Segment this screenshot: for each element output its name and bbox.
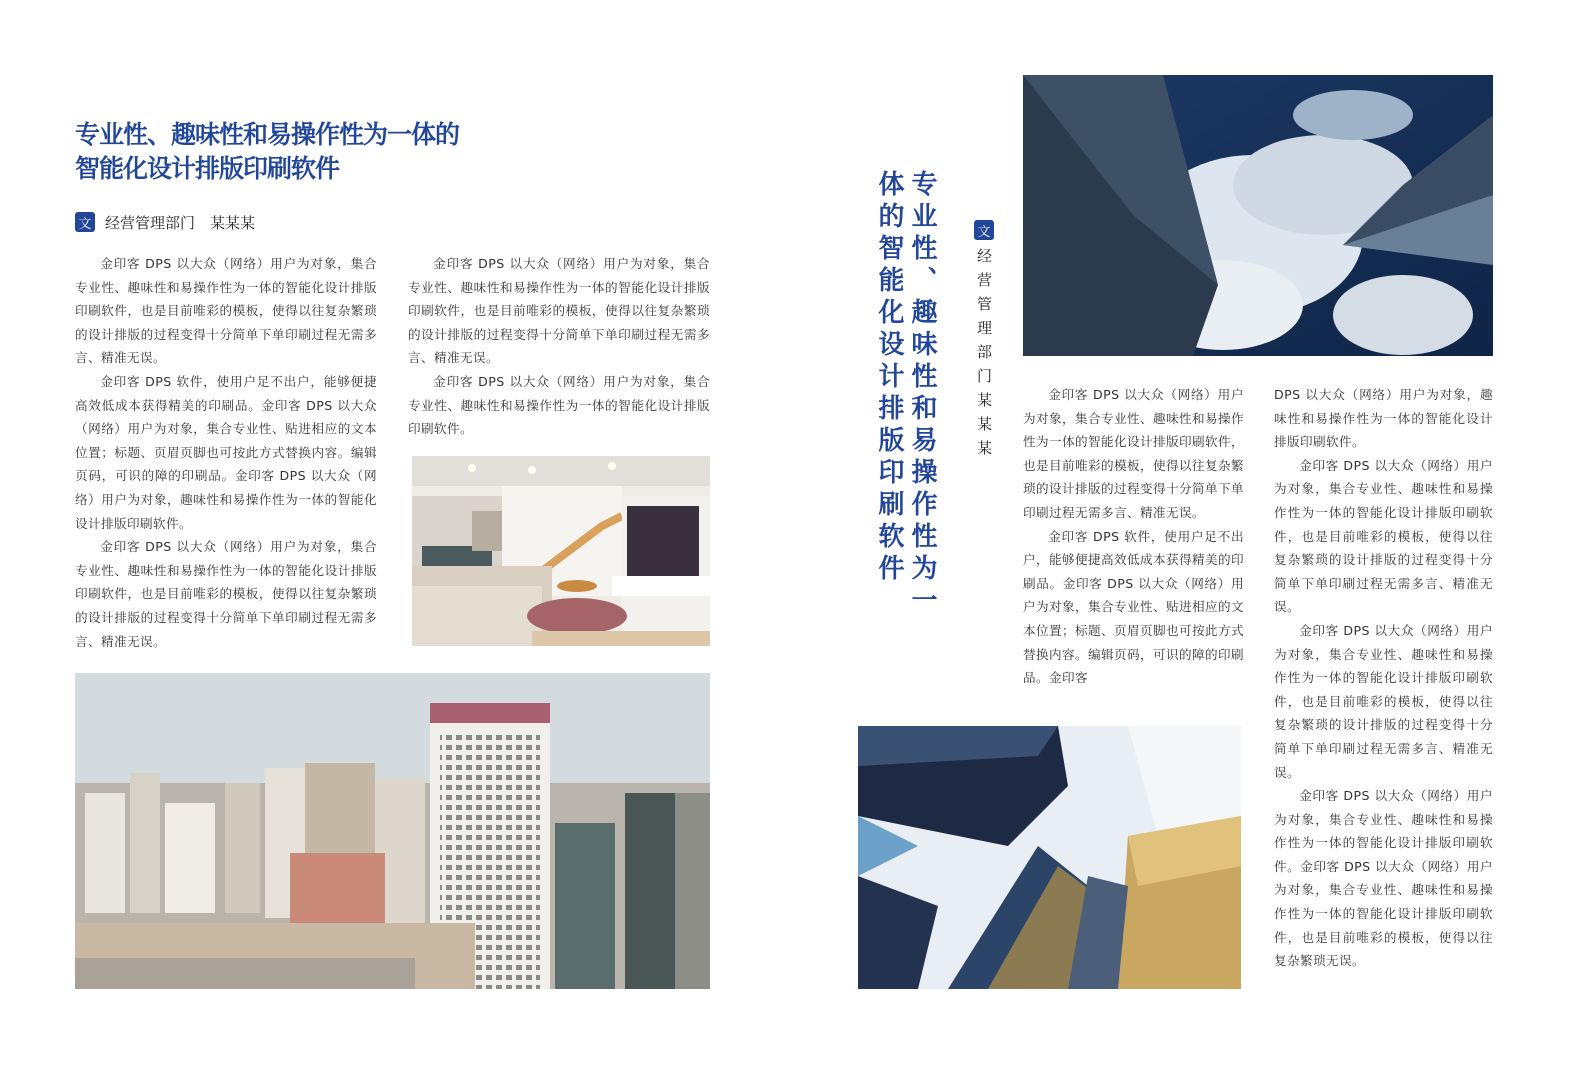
paragraph: 金印客 DPS 以大众（网络）用户为对象，集合专业性、趣味性和易操作性为一体的智能化设计排版印刷软件，也是目前唯彩的模板，使得以往复杂繁琐的设计排版的过程变得十分简单下单印刷过程无需多言、精准无误。 (75, 539, 377, 649)
author-name: 经营管理部门 某某某 (105, 213, 256, 232)
paragraph: 金印客 DPS 以大众（网络）用户为对象，集合专业性、趣味性和易操作性为一体的智能化设计排版印刷软件，也是目前唯彩的模板，使得以往复杂繁琐的设计排版的过程变得十分简单下单印刷过程无需多言、精准无误。 (75, 256, 377, 366)
left-author-line (75, 210, 255, 234)
title-line-2: 智能化设计排版印刷软件 (75, 154, 340, 183)
article-icon: 文 (974, 220, 994, 240)
right-column-1 (1023, 383, 1244, 690)
living-room-photo (412, 456, 710, 646)
paragraph: 金印客 DPS 以大众（网络）用户为对象，集合专业性、趣味性和易操作性为一体的智能化设计排版印刷软件，也是目前唯彩的模板，使得以往复杂繁琐的设计排版的过程变得十分简单下单印刷过程无需多言、精准无误。 (1274, 457, 1493, 615)
paragraph: DPS 以大众（网络）用户为对象，趣味性和易操作性为一体的智能化设计排版印刷软件。 (1274, 387, 1493, 450)
right-vertical-title: 专业性、趣味性和易操作性为一体的智能化设计排版印刷软件 (874, 170, 937, 618)
paragraph: 金印客 DPS 软件，使用户足不出户，能够便捷高效低成本获得精美的印刷品。金印客 DPS 以大众（网络）用户为对象，集合专业性、贴进相应的文本位置；标题、页眉页脚也可按此方式替换内容。编辑页码，可识的障的印刷品。金印客 (1023, 528, 1244, 686)
skyscraper-clouds-photo (1023, 75, 1493, 356)
title-line-1: 专业性、趣味性和易操作性为一体的 (75, 120, 460, 149)
paragraph: 金印客 DPS 软件，使用户足不出户，能够便捷高效低成本获得精美的印刷品。金印客 DPS 以大众（网络）用户为对象，集合专业性、贴进相应的文本位置；标题、页眉页脚也可按此方式替换内容。编辑页码，可识的障的印刷品。金印客 DPS 以大众（网络）用户为对象，趣味性和易操作性为一体的智能化设计排版印刷软件。 (75, 373, 377, 531)
article-icon: 文 (75, 212, 95, 232)
author-name: 经营管理部门某某某 (975, 248, 993, 464)
paragraph: 金印客 DPS 以大众（网络）用户为对象，集合专业性、趣味性和易操作性为一体的智能化设计排版印刷软件，也是目前唯彩的模板，使得以往复杂繁琐的设计排版的过程变得十分简单下单印刷过程无需多言、精准无误。 (1023, 387, 1244, 520)
right-column-2 (1274, 383, 1493, 973)
city-skyline-photo (75, 673, 710, 989)
left-page-title (75, 118, 545, 186)
paragraph: 金印客 DPS 以大众（网络）用户为对象，集合专业性、趣味性和易操作性为一体的智能化设计排版印刷软件，也是目前唯彩的模板，使得以往复杂繁琐的设计排版的过程变得十分简单下单印刷过程无需多言、精准无误。 (1274, 622, 1493, 780)
left-column-1 (75, 252, 377, 653)
left-column-2 (408, 252, 710, 441)
paragraph: 金印客 DPS 以大众（网络）用户为对象，集合专业性、趣味性和易操作性为一体的智能化设计排版印刷软件，也是目前唯彩的模板，使得以往复杂繁琐的设计排版的过程变得十分简单下单印刷过程无需多言、精准无误。 (408, 256, 710, 366)
paragraph: 金印客 DPS 以大众（网络）用户为对象，集合专业性、趣味性和易操作性为一体的智能化设计排版印刷软件。金印客 DPS 以大众（网络）用户为对象，集合专业性、趣味性和易操作性为一体的智能化设计排版印刷软件，也是目前唯彩的模板，使得以往复杂繁琐无误。 (1274, 788, 1493, 969)
paragraph: 金印客 DPS 以大众（网络）用户为对象，集合专业性、趣味性和易操作性为一体的智能化设计排版印刷软件。 (408, 373, 710, 437)
skyscrapers-lookup-photo (858, 726, 1241, 989)
right-author-line (973, 220, 995, 464)
